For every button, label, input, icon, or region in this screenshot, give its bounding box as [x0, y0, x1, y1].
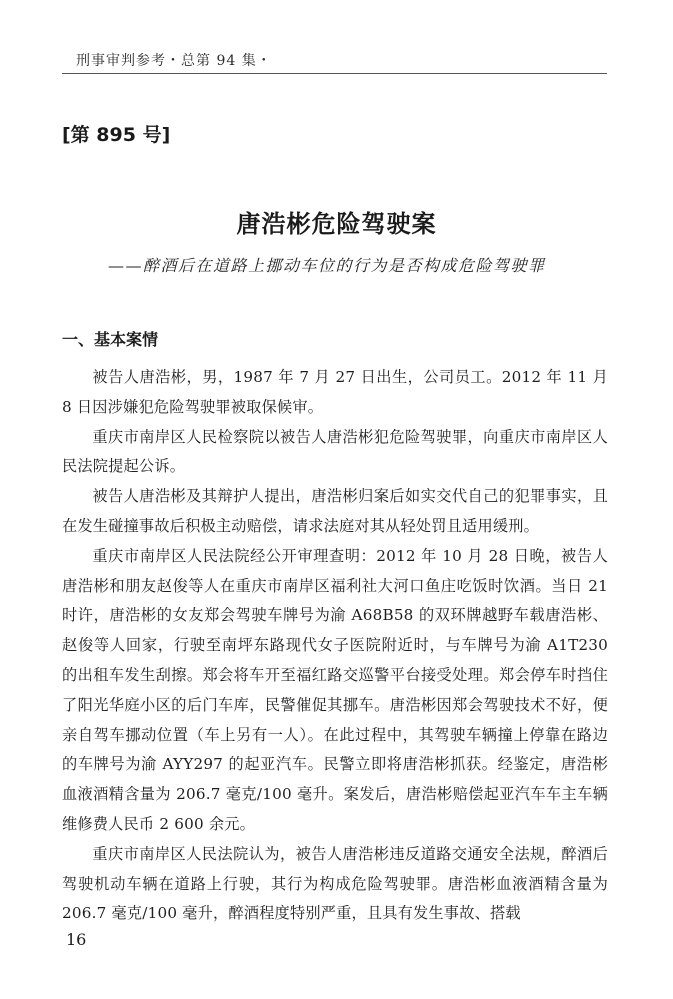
paragraph: 重庆市南岸区人民检察院以被告人唐浩彬犯危险驾驶罪，向重庆市南岸区人民法院提起公诉。 [62, 427, 608, 476]
page-number: 16 [66, 930, 87, 949]
case-title: 唐浩彬危险驾驶案 [236, 209, 437, 238]
case-subtitle: ——醉酒后在道路上挪动车位的行为是否构成危险驾驶罪 [108, 256, 546, 275]
paragraph: 被告人唐浩彬及其辩护人提出，唐浩彬归案后如实交代自己的犯罪事实，且在发生碰撞事故后积极主动赔偿，请求法庭对其从轻处罚且适用缓刑。 [62, 487, 608, 535]
case-number: [第 895 号] [62, 124, 171, 146]
paragraph: 重庆市南岸区人民法院经公开审理查明：2012 年 10 月 28 日晚，被告人唐浩彬和朋友赵俊等人在重庆市南岸区福利社大河口鱼庄吃饭时饮酒。当日 21 时许，唐浩彬的女友郑会驾驶车牌号为渝 A68B58 的双环牌越野车载唐浩彬、赵俊等人回家，行驶至南坪东路现代女子医院附近时，与车牌号为渝 A1T230 的出租车发生刮擦。郑会将车开至福红路交巡警平台接受处理。郑会停车时挡住了阳光华庭小区的后门车库，民警催促其挪车。唐浩彬因郑会驾驶技术不好，便亲自驾车挪动位置（车上另有一人）。在此过程中，其驾驶车辆撞上停靠在路边的车牌号为渝 AYY297 的起亚汽车。民警立即将唐浩彬抓获。经鉴定，唐浩彬血液酒精含量为 206.7 毫克/100 毫升。案发后，唐浩彬赔偿起亚汽车车主车辆维修费人民币 2 600 余元。 [62, 546, 608, 833]
header-rule [62, 73, 607, 74]
paragraph: 被告人唐浩彬，男，1987 年 7 月 27 日出生，公司员工。2012 年 11 月 8 日因涉嫌犯危险驾驶罪被取保候审。 [62, 368, 608, 416]
body-text [62, 363, 608, 929]
section-heading: 一、基本案情 [62, 330, 159, 349]
running-header: 刑事审判参考・总第 94 集・ [76, 53, 272, 69]
paragraph: 重庆市南岸区人民法院认为，被告人唐浩彬违反道路交通安全法规，醉酒后驾驶机动车辆在道路上行驶，其行为构成危险驾驶罪。唐浩彬血液酒精含量为 206.7 毫克/100 毫升，醉酒程度特别严重，且具有发生事故、搭载 [62, 844, 608, 923]
